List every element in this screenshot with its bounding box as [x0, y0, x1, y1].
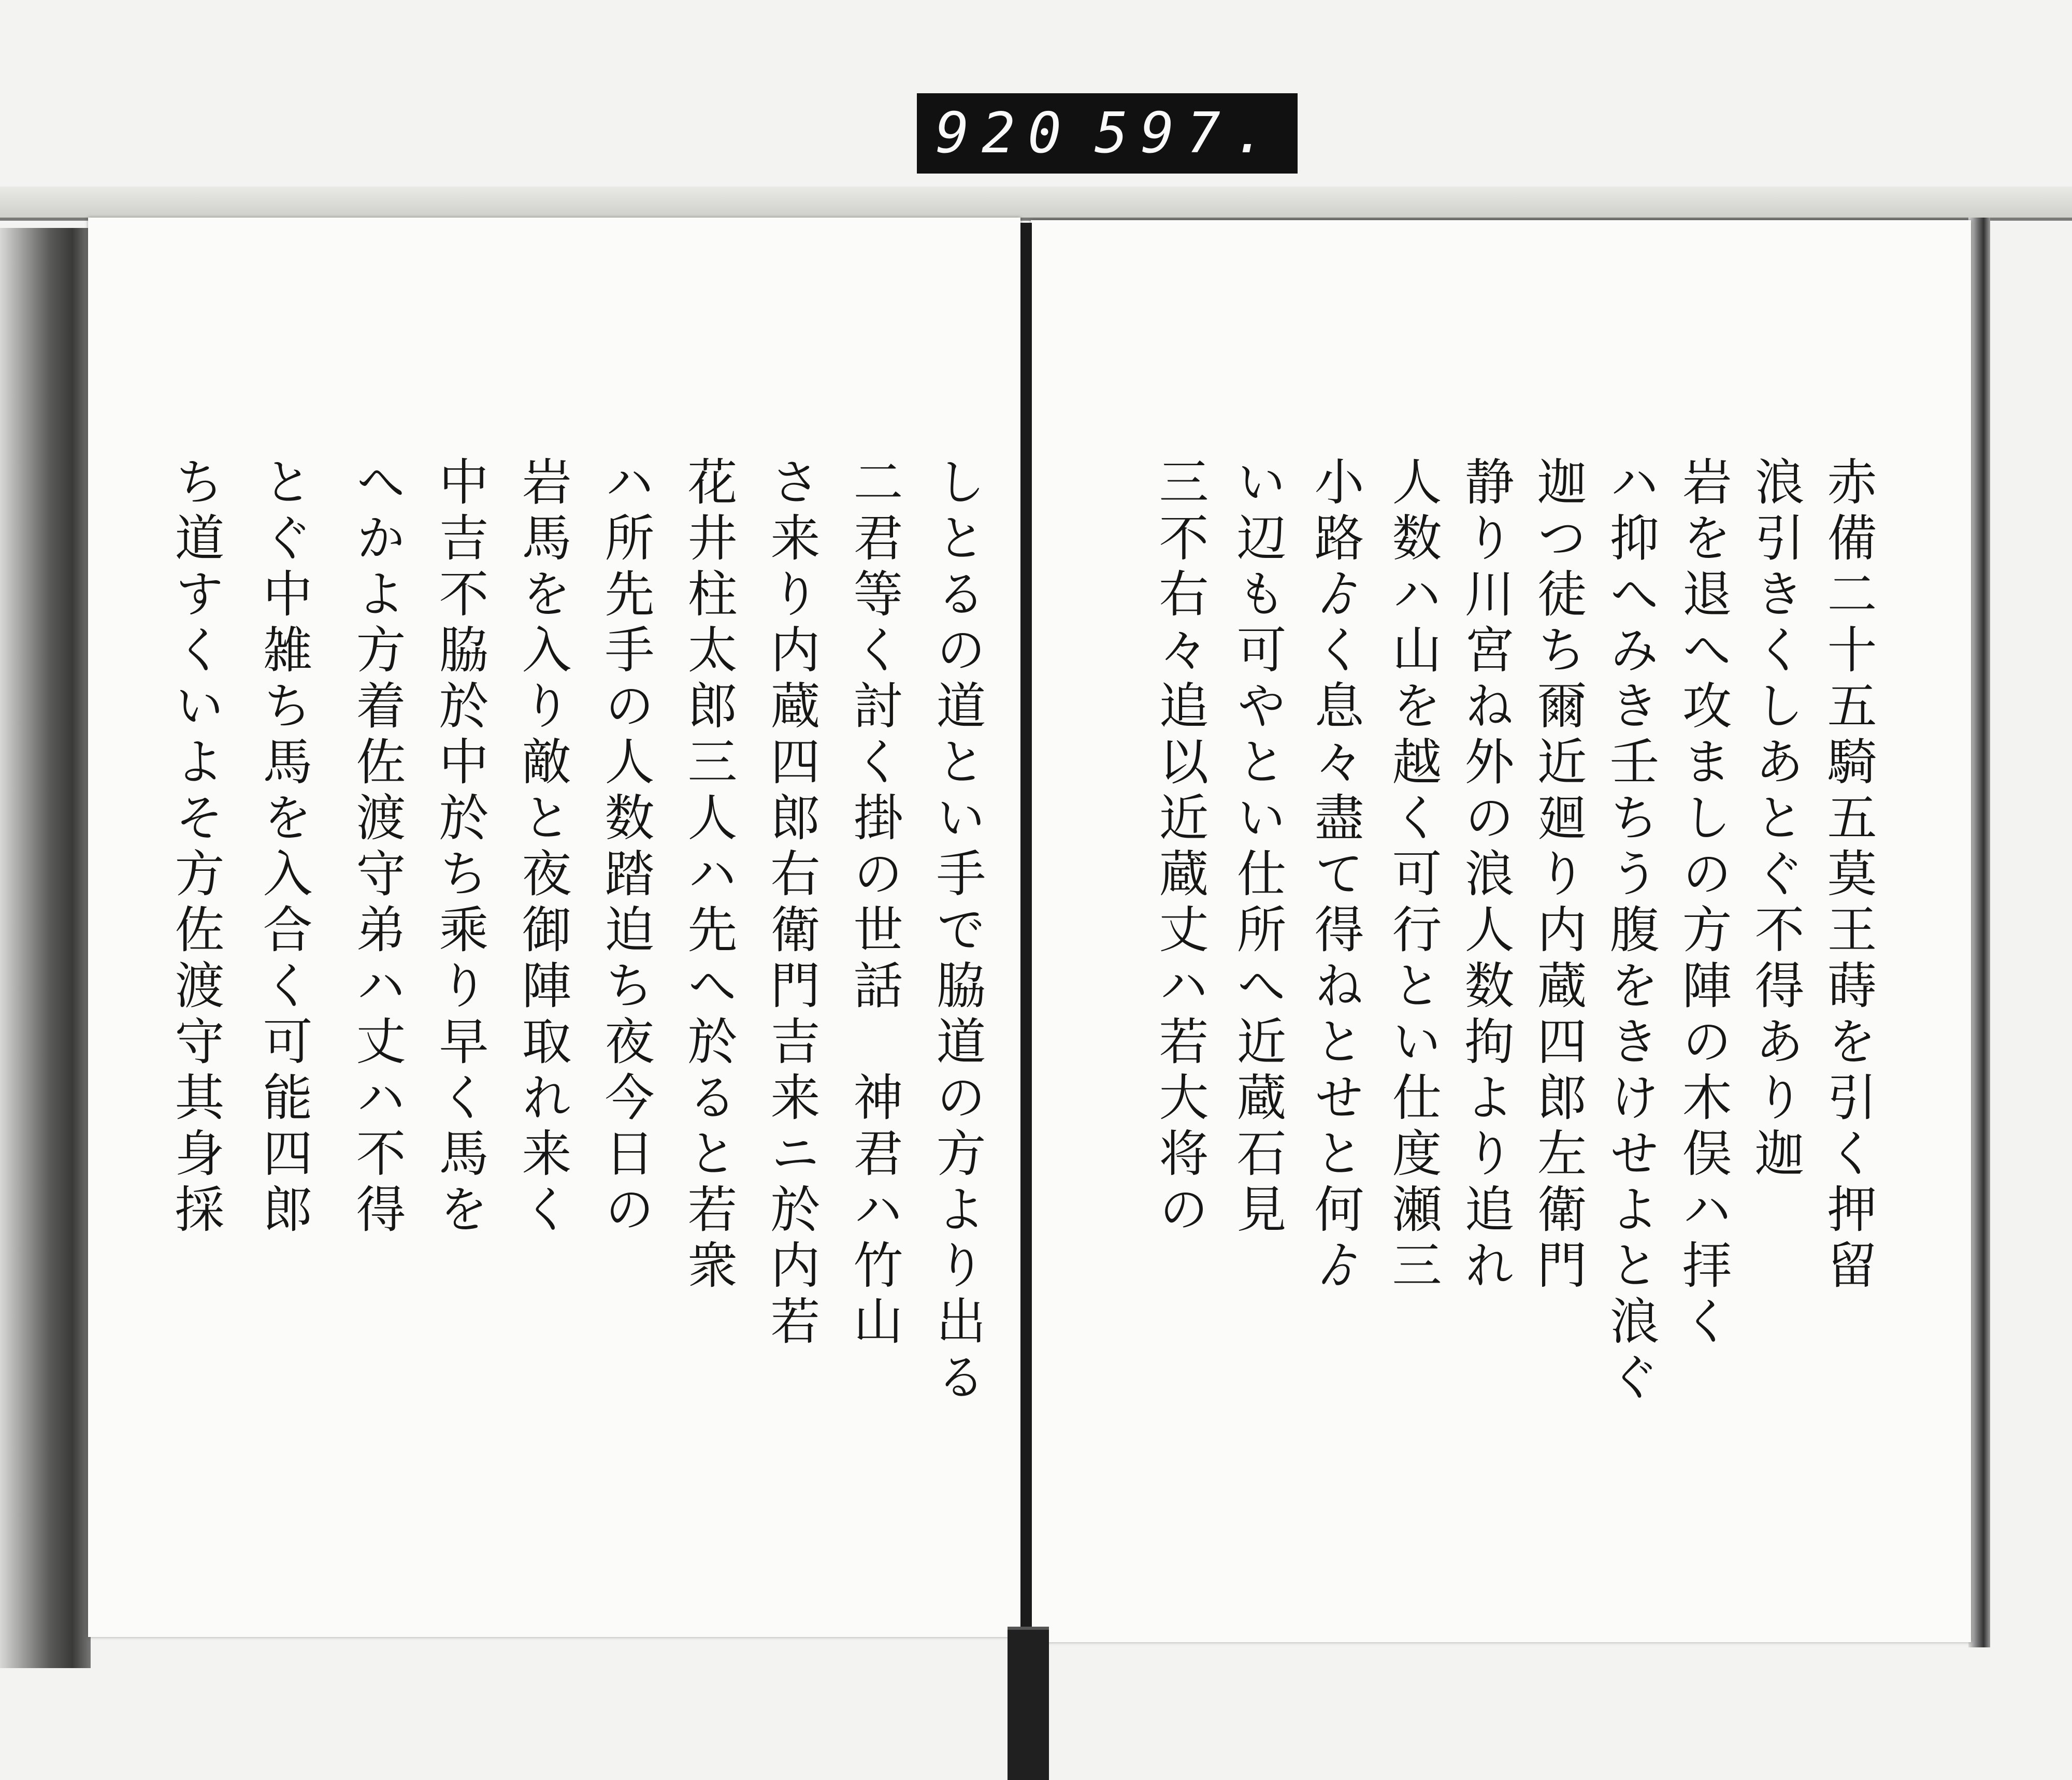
- book-edge-right: [1968, 218, 1990, 1647]
- right-page-column-2: 浪引きくしあとぐ不得あり迦: [1747, 456, 1805, 1183]
- right-page-column-9: い辺も可やとい仕所へ近蔵石見: [1229, 456, 1287, 1239]
- spine-tab: [1008, 1627, 1049, 1780]
- left-page-column-4: 花井柱太郎三人ハ先へ於ると若衆: [680, 456, 738, 1295]
- left-page-column-1: しとるの道とい手で脇道の方より出る: [928, 456, 986, 1407]
- scanner-top-band: [0, 186, 2072, 221]
- frame-number-label: [917, 93, 1298, 174]
- right-page-column-5: 迦つ徒ち爾近廻り内蔵四郎左衛門: [1529, 456, 1587, 1295]
- book-edge-shadow: [0, 228, 91, 1668]
- left-page-column-2: 二君等く討く掛の世話 神君ハ竹山: [845, 456, 903, 1351]
- right-page-column-4: ハ抑へみき壬ちう腹をきけせよと浪ぐ: [1602, 456, 1660, 1407]
- right-page-column-7: 人数ハ山を越く可行とい仕度瀬三: [1384, 456, 1442, 1295]
- right-page-column-3: 岩を退へ攻ましの方陣の木俣ハ拝く: [1674, 456, 1732, 1351]
- left-page-column-3: さ来り内蔵四郎右衛門吉来ニ於内若: [762, 456, 821, 1351]
- right-page-column-1: 赤備二十五騎五莫王蒔を引く押留: [1819, 456, 1877, 1295]
- frame-number-left: 920: [936, 101, 1074, 166]
- left-page-column-6: 岩馬を入り敵と夜御陣取れ来く: [514, 456, 572, 1239]
- left-page-column-7: 中吉不脇於中於ち乘り早く馬を: [431, 456, 489, 1239]
- left-page-column-9: とぐ中雑ち馬を入合く可能四郎: [255, 456, 313, 1239]
- right-page-column-10: 三不右々追以近蔵丈ハ若大将の: [1151, 456, 1209, 1239]
- left-page-column-5: ハ所先手の人数踏迫ち夜今日の: [597, 456, 655, 1239]
- left-page-column-8: へかよ方着佐渡守弟ハ丈ハ不得: [348, 456, 406, 1239]
- right-page-column-6: 静り川宮ね外の浪人数拘より追れ: [1457, 456, 1515, 1295]
- left-page-column-10: ち道すくいよそ方佐渡守其身採: [167, 456, 225, 1239]
- right-page-column-8: 小路ゟく息々盡て得ねとせと何ゟ: [1306, 456, 1364, 1295]
- book-spine: [1020, 223, 1032, 1725]
- frame-number-right: 597.: [1094, 101, 1279, 166]
